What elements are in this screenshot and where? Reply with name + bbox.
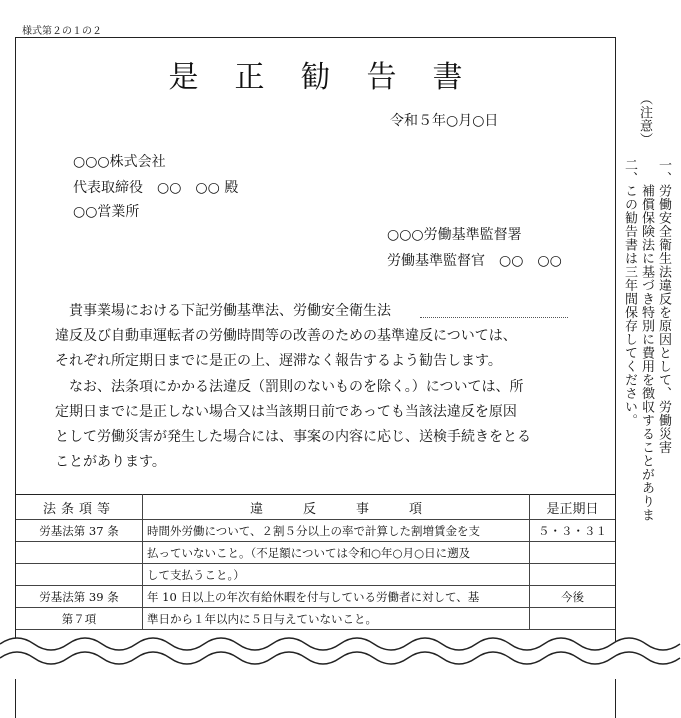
note-1-continuation: 補償保険法に基づき特別に費用を徴収することがありま xyxy=(639,184,654,522)
header-article: 法条項等 xyxy=(16,495,143,520)
note-2-text: この勧告書は三年間保存してください。 xyxy=(622,184,637,427)
note-2-number: 二、 xyxy=(622,158,637,185)
table-header-row xyxy=(16,495,615,520)
cell-article xyxy=(16,564,143,586)
body-line-5: 定期日までに是正しない場合又は当該期日前であっても当該法違反を原因 xyxy=(55,404,517,420)
recipient-representative: 代表取締役 ○○ ○○ 殿 xyxy=(73,180,239,196)
header-deadline: 是正期日 xyxy=(530,495,616,520)
violation-table xyxy=(16,494,615,630)
cell-violation: して支払うこと。） xyxy=(143,564,530,586)
table-row xyxy=(16,542,615,564)
cell-violation: 年 10 日以上の年次有給休暇を付与している労働者に対して、基 xyxy=(143,586,530,608)
issuer-officer: 労働基準監督官 ○○ ○○ xyxy=(387,253,562,269)
body-line-4: なお、法条項にかかる法違反（罰則のないものを除く。）については、所 xyxy=(55,379,524,395)
recipient-branch: ○○営業所 xyxy=(73,204,140,220)
header-violation: 違反事項 xyxy=(143,495,530,520)
table-row xyxy=(16,564,615,586)
document-title: 是正勧告書 xyxy=(168,60,499,95)
table-row xyxy=(16,586,615,608)
body-line-3: それぞれ所定期日までに是正の上、遅滞なく報告するよう勧告します。 xyxy=(55,353,502,369)
cell-article: 労基法第 37 条 xyxy=(16,520,143,542)
cell-violation: 準日から１年以内に５日与えていないこと。 xyxy=(143,608,530,630)
torn-edge xyxy=(0,622,681,679)
cell-deadline xyxy=(530,542,616,564)
cell-deadline: ５・３・３１ xyxy=(530,520,616,542)
table-row xyxy=(16,520,615,542)
issuer-office: ○○○労働基準監督署 xyxy=(387,227,522,243)
recipient-company: ○○○株式会社 xyxy=(73,154,166,170)
notes-heading: （注意） xyxy=(637,92,652,146)
issue-date: 令和５年○月○日 xyxy=(390,113,499,129)
body-line-1: 貴事業場における下記労働基準法、労働安全衛生法 xyxy=(55,303,391,319)
note-1-number: 一、 xyxy=(656,158,671,185)
body-line-6: として労働災害が発生した場合には、事案の内容に応じ、送検手続きをとる xyxy=(55,429,531,445)
cell-article: 第７項 xyxy=(16,608,143,630)
note-1-text: 労働安全衛生法違反を原因として、労働災害 xyxy=(656,184,671,454)
body-line-7: ことがあります。 xyxy=(55,454,166,470)
document-frame xyxy=(15,37,616,718)
cell-deadline: 今後 xyxy=(530,586,616,608)
body-line-2: 違反及び自動車運転者の労働時間等の改善のための基準違反については、 xyxy=(55,328,517,344)
cell-article xyxy=(16,542,143,564)
fill-in-dotted-line xyxy=(420,317,568,318)
cell-deadline xyxy=(530,564,616,586)
cell-violation: 払っていないこと。（不足額については令和○年○月○日に遡及 xyxy=(143,542,530,564)
cell-violation: 時間外労働について、２割５分以上の率で計算した割増賃金を支 xyxy=(143,520,530,542)
cell-article: 労基法第 39 条 xyxy=(16,586,143,608)
form-number: 様式第２の１の２ xyxy=(22,26,102,37)
